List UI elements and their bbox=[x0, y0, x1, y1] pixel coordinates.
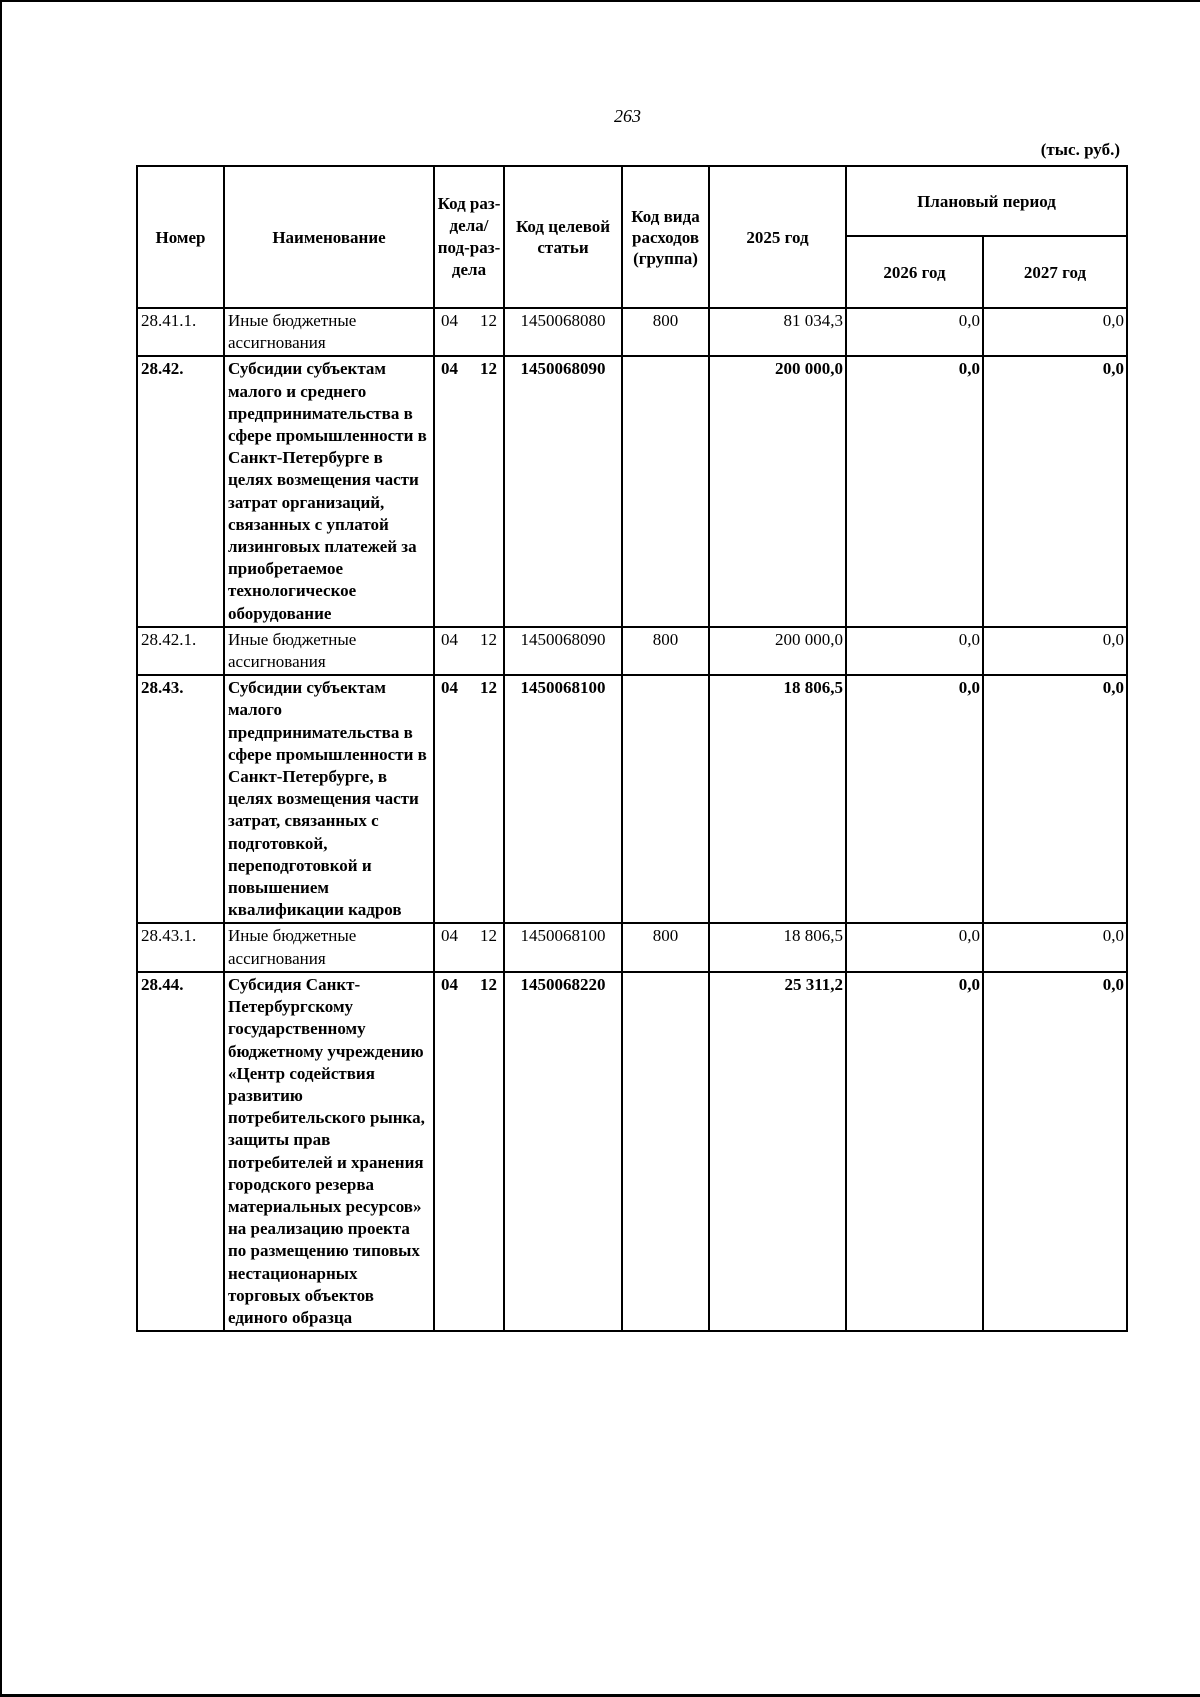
units-label: (тыс. руб.) bbox=[1040, 140, 1120, 159]
cell-2026: 0,0 bbox=[846, 627, 983, 675]
budget-table bbox=[136, 165, 1128, 1332]
podrazdel-code: 12 bbox=[480, 359, 497, 379]
header-planned: Плановый период bbox=[846, 166, 1127, 236]
header-section: Код раз-дела/ под-раз-дела bbox=[434, 166, 504, 308]
cell-number: 28.41.1. bbox=[137, 308, 224, 356]
cell-2025: 18 806,5 bbox=[709, 923, 846, 971]
cell-2027: 0,0 bbox=[983, 972, 1127, 1331]
cell-2025: 200 000,0 bbox=[709, 356, 846, 626]
table-row bbox=[137, 627, 1127, 675]
cell-2027: 0,0 bbox=[983, 675, 1127, 923]
table-row bbox=[137, 308, 1127, 356]
razdel-code: 04 bbox=[441, 926, 458, 946]
podrazdel-code: 12 bbox=[480, 629, 497, 649]
cell-2027: 0,0 bbox=[983, 308, 1127, 356]
cell-2026: 0,0 bbox=[846, 356, 983, 626]
cell-name: Иные бюджетные ассигнования bbox=[224, 923, 434, 971]
table-row bbox=[137, 972, 1127, 1331]
razdel-code: 04 bbox=[441, 678, 458, 698]
cell-name: Субсидия Санкт-Петербургскому государственному бюджетному учреждению «Центр содействия развитию потребительского рынка, защиты прав потребителей и хранения городского резерва материальных ресурсов» на реализацию проекта по размещению типовых нестационарных торговых объектов единого образца bbox=[224, 972, 434, 1331]
cell-number: 28.42.1. bbox=[137, 627, 224, 675]
razdel-code: 04 bbox=[441, 629, 458, 649]
cell-name: Иные бюджетные ассигнования bbox=[224, 308, 434, 356]
cell-2025: 200 000,0 bbox=[709, 627, 846, 675]
cell-name: Иные бюджетные ассигнования bbox=[224, 627, 434, 675]
podrazdel-code: 12 bbox=[480, 926, 497, 946]
cell-expense: 800 bbox=[622, 923, 709, 971]
cell-expense: 800 bbox=[622, 308, 709, 356]
cell-2026: 0,0 bbox=[846, 972, 983, 1331]
razdel-code: 04 bbox=[441, 311, 458, 330]
cell-section bbox=[434, 923, 504, 971]
cell-target: 1450068100 bbox=[504, 675, 622, 923]
podrazdel-code: 12 bbox=[480, 678, 497, 698]
cell-target: 1450068090 bbox=[504, 627, 622, 675]
cell-section bbox=[434, 356, 504, 626]
cell-section bbox=[434, 308, 504, 356]
razdel-code: 04 bbox=[441, 974, 458, 994]
podrazdel-code: 12 bbox=[480, 974, 497, 994]
cell-2026: 0,0 bbox=[846, 675, 983, 923]
header-2027: 2027 год bbox=[983, 236, 1127, 308]
cell-target: 1450068080 bbox=[504, 308, 622, 356]
table-row bbox=[137, 923, 1127, 971]
cell-target: 1450068100 bbox=[504, 923, 622, 971]
cell-expense bbox=[622, 356, 709, 626]
cell-name: Субсидии субъектам малого предпринимательства в сфере промышленности в Санкт-Петербурге, в целях возмещения части затрат, связанных с подготовкой, переподготовкой и повышением квалификации кадров bbox=[224, 675, 434, 923]
table-body bbox=[137, 308, 1127, 1331]
cell-2027: 0,0 bbox=[983, 627, 1127, 675]
cell-section bbox=[434, 972, 504, 1331]
cell-expense bbox=[622, 972, 709, 1331]
cell-number: 28.43. bbox=[137, 675, 224, 923]
cell-section bbox=[434, 627, 504, 675]
header-target: Код целевой статьи bbox=[504, 166, 622, 308]
cell-name: Субсидии субъектам малого и среднего предпринимательства в сфере промышленности в Санкт-Петербурге в целях возмещения части затрат организаций, связанных с уплатой лизинговых платежей за приобретаемое технологическое оборудование bbox=[224, 356, 434, 626]
cell-2026: 0,0 bbox=[846, 308, 983, 356]
cell-2025: 81 034,3 bbox=[709, 308, 846, 356]
razdel-code: 04 bbox=[441, 359, 458, 379]
header-expense: Код вида расходов (группа) bbox=[622, 166, 709, 308]
table-row bbox=[137, 356, 1127, 626]
cell-target: 1450068220 bbox=[504, 972, 622, 1331]
table-header bbox=[137, 166, 1127, 308]
header-2025: 2025 год bbox=[709, 166, 846, 308]
cell-target: 1450068090 bbox=[504, 356, 622, 626]
cell-number: 28.43.1. bbox=[137, 923, 224, 971]
cell-2025: 25 311,2 bbox=[709, 972, 846, 1331]
header-number: Номер bbox=[137, 166, 224, 308]
cell-number: 28.44. bbox=[137, 972, 224, 1331]
cell-2025: 18 806,5 bbox=[709, 675, 846, 923]
cell-2026: 0,0 bbox=[846, 923, 983, 971]
podrazdel-code: 12 bbox=[480, 311, 497, 330]
cell-expense bbox=[622, 675, 709, 923]
cell-number: 28.42. bbox=[137, 356, 224, 626]
cell-2027: 0,0 bbox=[983, 356, 1127, 626]
table-row bbox=[137, 675, 1127, 923]
cell-expense: 800 bbox=[622, 627, 709, 675]
header-2026: 2026 год bbox=[846, 236, 983, 308]
header-name: Наименование bbox=[224, 166, 434, 308]
cell-2027: 0,0 bbox=[983, 923, 1127, 971]
page-number: 263 bbox=[614, 106, 641, 126]
cell-section bbox=[434, 675, 504, 923]
